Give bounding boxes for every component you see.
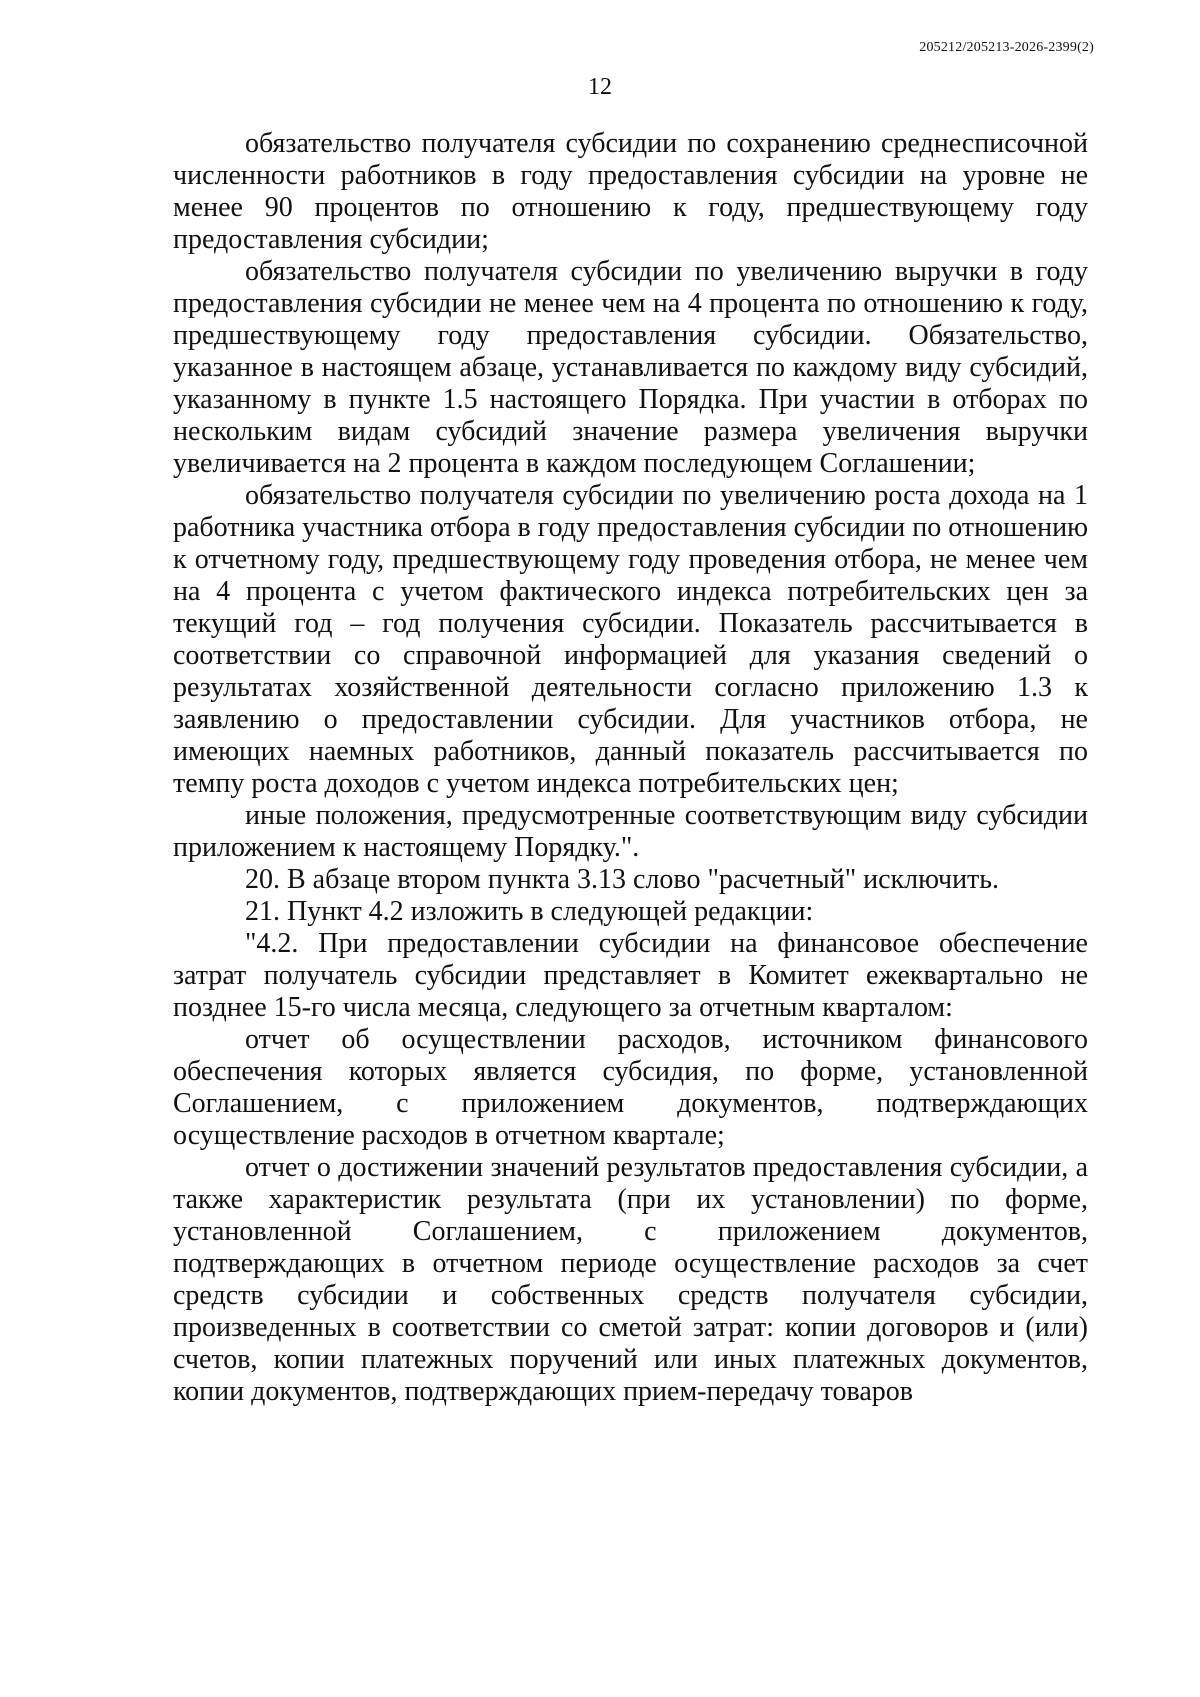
paragraph: обязательство получателя субсидии по сохранению среднесписочной численности работников в году предоставления субсидии на уровне не менее 90 процентов по отношению к году, предшествующему году предоставления субсидии; (173, 128, 1088, 255)
page-number: 12 (588, 74, 612, 100)
paragraph: отчет об осуществлении расходов, источником финансового обеспечения которых является субсидия, по форме, установленной Соглашением, с приложением документов, подтверждающих осуществление расходов в отчетном квартале; (173, 1024, 1088, 1151)
paragraph: иные положения, предусмотренные соответствующим виду субсидии приложением к настоящему Порядку.". (173, 800, 1088, 863)
paragraph: 21. Пункт 4.2 изложить в следующей редакции: (245, 896, 814, 927)
document-body (173, 128, 1088, 1408)
paragraph: обязательство получателя субсидии по увеличению выручки в году предоставления субсидии не менее чем на 4 процента по отношению к году, предшествующему году предоставления субсидии. Обязательство, указанное в настоящем абзаце, устанавливается по каждому виду субсидий, указанному в пункте 1.5 настоящего Порядка. При участии в отборах по нескольким видам субсидий значение размера увеличения выручки увеличивается на 2 процента в каждом последующем Соглашении; (173, 256, 1088, 479)
paragraph: отчет о достижении значений результатов предоставления субсидии, а также характеристик результата (при их установлении) по форме, установленной Соглашением, с приложением документов, подтверждающих в отчетном периоде осуществление расходов за счет средств субсидии и собственных средств получателя субсидии, произведенных в соответствии со сметой затрат: копии договоров и (или) счетов, копии платежных поручений или иных платежных документов, копии документов, подтверждающих прием-передачу товаров (173, 1152, 1088, 1407)
document-registration-number: 205212/205213-2026-2399(2) (919, 40, 1094, 55)
paragraph: "4.2. При предоставлении субсидии на финансовое обеспечение затрат получатель субсидии представляет в Комитет ежеквартально не позднее 15-го числа месяца, следующего за отчетным кварталом: (173, 928, 1088, 1023)
paragraph: 20. В абзаце втором пункта 3.13 слово "расчетный" исключить. (245, 864, 1000, 895)
paragraph: обязательство получателя субсидии по увеличению роста дохода на 1 работника участника отбора в году предоставления субсидии по отношению к отчетному году, предшествующему году проведения отбора, не менее чем на 4 процента с учетом фактического индекса потребительских цен за текущий год – год получения субсидии. Показатель рассчитывается в соответствии со справочной информацией для указания сведений о результатах хозяйственной деятельности согласно приложению 1.3 к заявлению о предоставлении субсидии. Для участников отбора, не имеющих наемных работников, данный показатель рассчитывается по темпу роста доходов с учетом индекса потребительских цен; (173, 480, 1088, 799)
